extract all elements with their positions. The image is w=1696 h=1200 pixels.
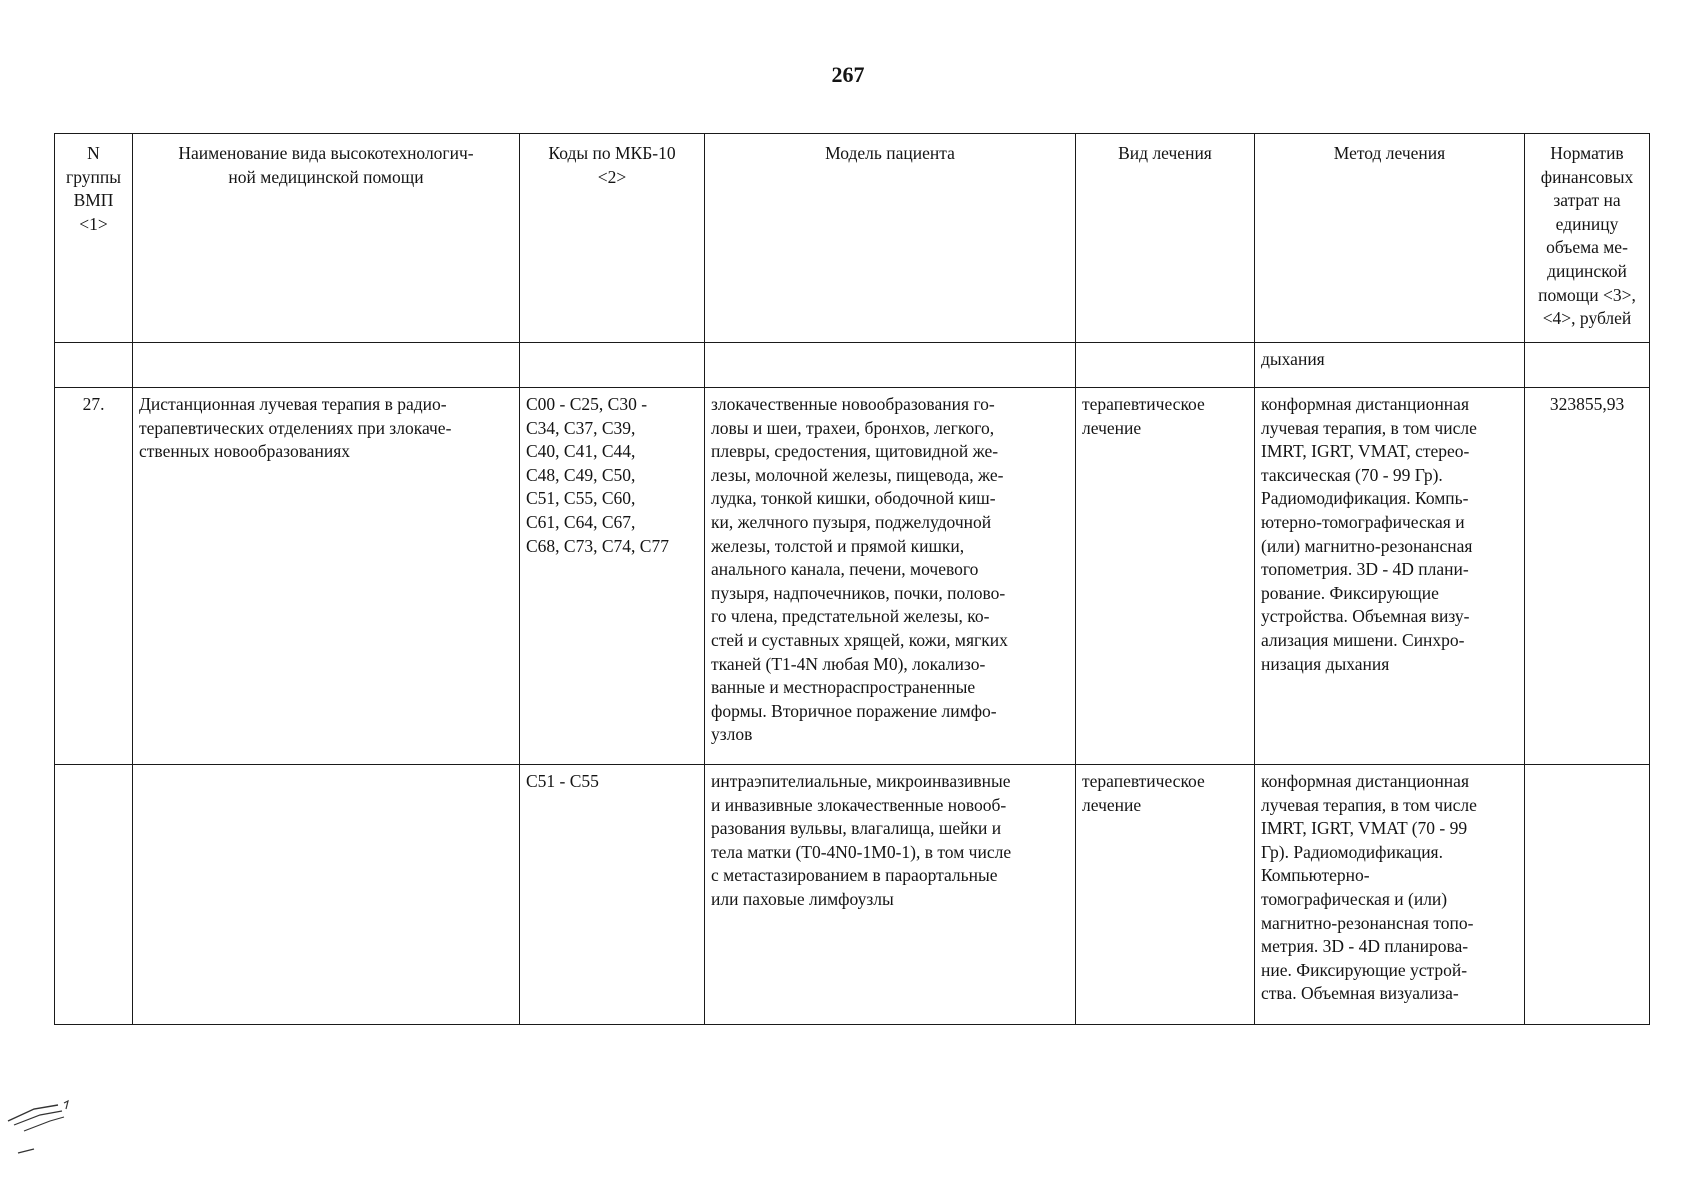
vmp-table bbox=[54, 133, 1650, 1025]
cell-empty bbox=[1525, 343, 1650, 388]
table-row-continuation bbox=[55, 343, 1650, 388]
page-number: 267 bbox=[831, 62, 865, 87]
cell-patient-model: интраэпителиальные, микроинвазивные и инвазивные злокачественные новооб- разования вульвы, влагалища, шейки и тела матки (T0-4N0-1M0-1), в том числе с метастазированием в параортальные или паховые лимфоузлы bbox=[705, 765, 1076, 1025]
header-treatment-type: Вид лечения bbox=[1076, 134, 1255, 343]
header-icd10-codes: Коды по МКБ-10 <2> bbox=[520, 134, 705, 343]
cell-group-number bbox=[55, 765, 133, 1025]
cell-treatment-method: конформная дистанционная лучевая терапия, в том числе IMRT, IGRT, VMAT (70 - 99 Гр). Радиомодификация. Компьютерно- томографическая и (или) магнитно-резонансная топо- метрия. 3D - 4D планирова- ние. Фиксирующие устрой- ства. Объемная визуализа- bbox=[1255, 765, 1525, 1025]
handwritten-mark-icon bbox=[0, 1095, 90, 1165]
table-row bbox=[55, 765, 1650, 1025]
header-cost-norm: Норматив финансовых затрат на единицу объема ме- дицинской помощи <3>, <4>, рублей bbox=[1525, 134, 1650, 343]
cell-patient-model: злокачественные новообразования го- ловы и шеи, трахеи, бронхов, легкого, плевры, средостения, щитовидной же- лезы, молочной железы, пищевода, же- лудка, тонкой кишки, ободочной киш- ки, желчного пузыря, поджелудочной железы, толстой и прямой кишки, анального канала, печени, мочевого пузыря, надпочечников, почки, полово- го члена, предстательной железы, ко- стей и суставных хрящей, кожи, мягких тканей (T1-4N любая M0), локализо- ванные и местнораспространенные формы. Вторичное поражение лимфо- узлов bbox=[705, 388, 1076, 765]
cell-treatment-type: терапевтическое лечение bbox=[1076, 388, 1255, 765]
header-patient-model: Модель пациента bbox=[705, 134, 1076, 343]
cell-method-continuation: дыхания bbox=[1255, 343, 1525, 388]
header-treatment-method: Метод лечения bbox=[1255, 134, 1525, 343]
cell-group-number: 27. bbox=[55, 388, 133, 765]
cell-treatment-method: конформная дистанционная лучевая терапия, в том числе IMRT, IGRT, VMAT, стерео- таксическая (70 - 99 Гр). Радиомодификация. Компь- ютерно-томографическая и (или) магнитно-резонансная топометрия. 3D - 4D плани- рование. Фиксирующие устройства. Объемная визу- ализация мишени. Синхро- низация дыхания bbox=[1255, 388, 1525, 765]
table-row bbox=[55, 388, 1650, 765]
cell-empty bbox=[133, 343, 520, 388]
cell-cost-norm bbox=[1525, 765, 1650, 1025]
cell-empty bbox=[705, 343, 1076, 388]
header-group-number: N группы ВМП <1> bbox=[55, 134, 133, 343]
table-header-row bbox=[55, 134, 1650, 343]
cell-icd10-codes: C51 - C55 bbox=[520, 765, 705, 1025]
cell-empty bbox=[520, 343, 705, 388]
cell-cost-norm: 323855,93 bbox=[1525, 388, 1650, 765]
cell-treatment-type: терапевтическое лечение bbox=[1076, 765, 1255, 1025]
cell-empty bbox=[55, 343, 133, 388]
cell-care-type-name: Дистанционная лучевая терапия в радио- терапевтических отделениях при злокаче- ственных новообразованиях bbox=[133, 388, 520, 765]
cell-icd10-codes: C00 - C25, C30 - C34, C37, C39, C40, C41, C44, C48, C49, C50, C51, C55, C60, C61, C64, C67, C68, C73, C74, C77 bbox=[520, 388, 705, 765]
cell-empty bbox=[1076, 343, 1255, 388]
cell-care-type-name bbox=[133, 765, 520, 1025]
header-care-type-name: Наименование вида высокотехнологич- ной медицинской помощи bbox=[133, 134, 520, 343]
